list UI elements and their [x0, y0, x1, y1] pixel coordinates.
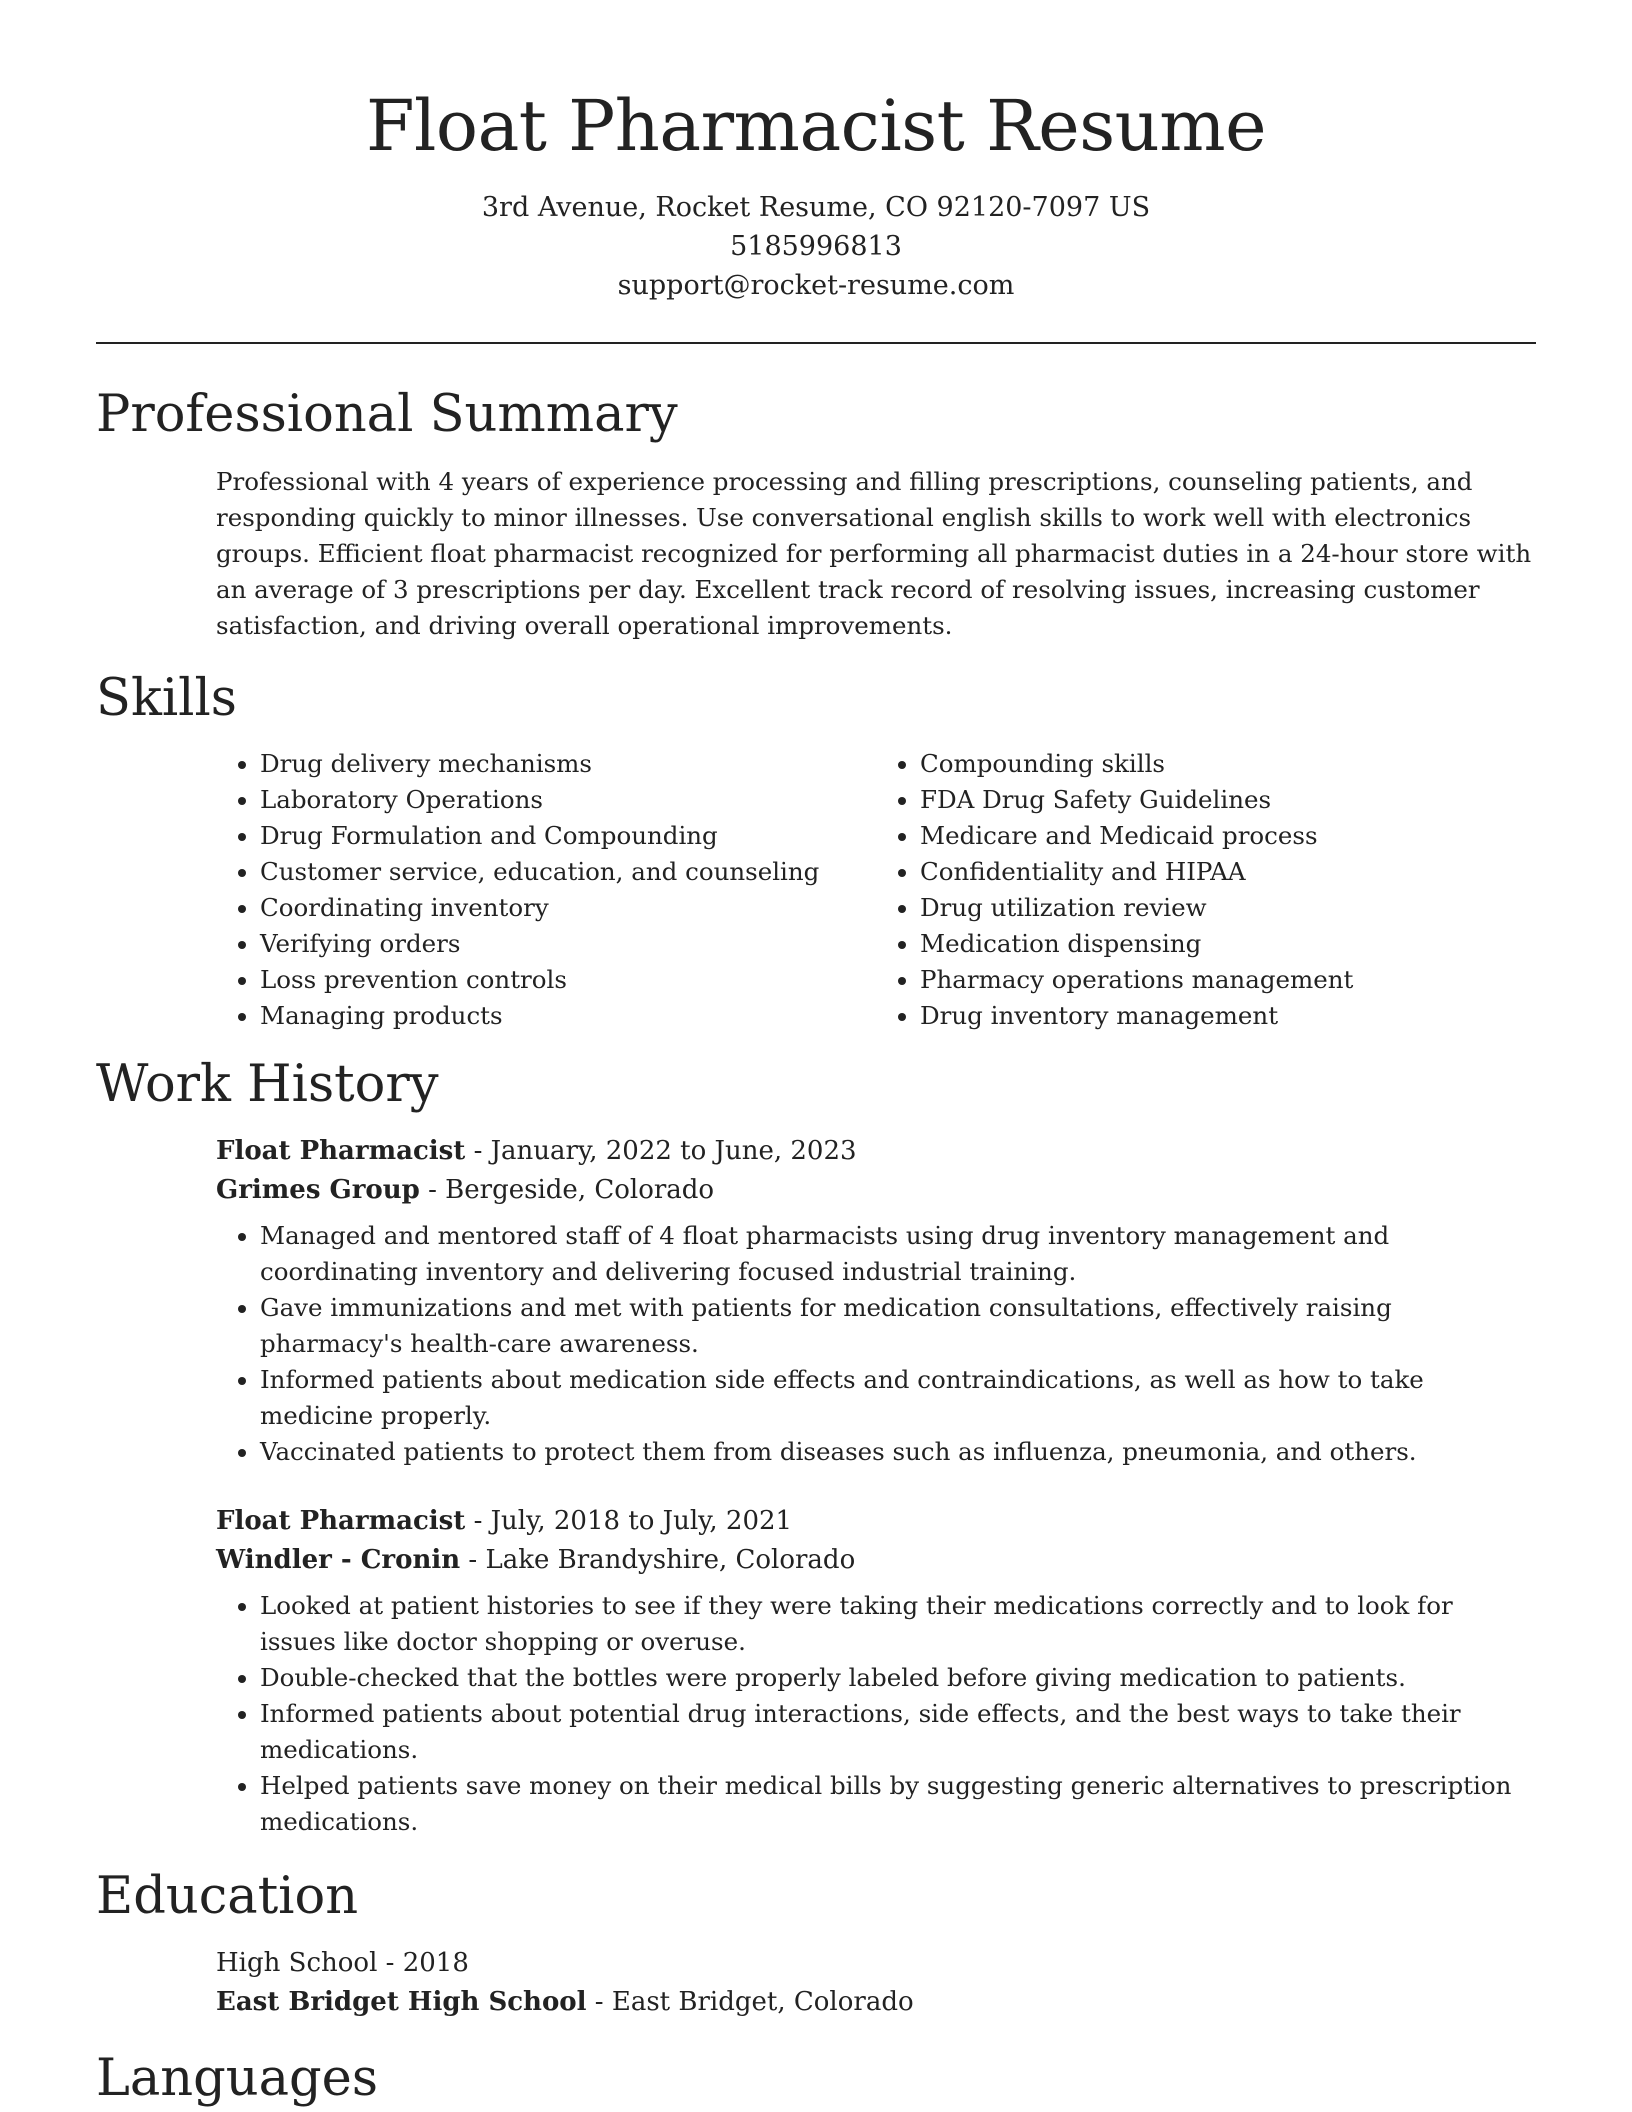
job-bullets [216, 1588, 1536, 1840]
header-divider [96, 342, 1536, 344]
education-degree: High School [216, 1948, 378, 1978]
section-heading-languages: Languages [96, 2049, 379, 2108]
skill-item: • Confidentiality and HIPAA [920, 854, 1536, 890]
job-bullet: • Looked at patient histories to see if they were taking their medications correctly and to look for issues like doctor shopping or overuse. [260, 1588, 1536, 1660]
job-bullets [216, 1218, 1536, 1470]
job-bullet: • Managed and mentored staff of 4 float pharmacists using drug inventory management and coordinating inventory and delivering focused industrial training. [260, 1218, 1536, 1290]
contact-phone: 5185996813 [730, 231, 902, 262]
skill-item: • Drug delivery mechanisms [260, 746, 876, 782]
skill-item: • Customer service, education, and counseling [260, 854, 876, 890]
skill-item: • Coordinating inventory [260, 890, 876, 926]
education-entry [216, 1944, 1536, 2022]
job-title-line [216, 1132, 1536, 1171]
job-location: - Bergeside, Colorado [419, 1175, 715, 1205]
job-dates: - January, 2022 to June, 2023 [465, 1136, 857, 1166]
section-heading-summary: Professional Summary [96, 385, 678, 444]
education-school: East Bridget High School [216, 1987, 587, 2017]
skill-item: • FDA Drug Safety Guidelines [920, 782, 1536, 818]
contact-email: support@rocket-resume.com [617, 270, 1015, 301]
education-degree-line [216, 1944, 1536, 1983]
job-entry [216, 1502, 1536, 1580]
job-entry [216, 1132, 1536, 1210]
education-year: - 2018 [377, 1948, 469, 1978]
job-bullet: • Informed patients about medication side effects and contraindications, as well as how to take medicine properly. [260, 1362, 1536, 1434]
skill-item: • Managing products [260, 998, 876, 1034]
job-bullet: • Informed patients about potential drug interactions, side effects, and the best ways to take their medications. [260, 1696, 1536, 1768]
job-title: Float Pharmacist [216, 1506, 466, 1536]
job-title-line [216, 1502, 1536, 1541]
section-heading-work-history: Work History [96, 1055, 439, 1114]
job-title: Float Pharmacist [216, 1136, 466, 1166]
job-bullet: • Vaccinated patients to protect them from diseases such as influenza, pneumonia, and others. [260, 1434, 1536, 1470]
job-company-line [216, 1171, 1536, 1210]
skills-column-left [216, 746, 876, 1034]
job-bullet: • Double-checked that the bottles were properly labeled before giving medication to patients. [260, 1660, 1536, 1696]
skill-item: • Loss prevention controls [260, 962, 876, 998]
education-location: - East Bridget, Colorado [586, 1987, 914, 2017]
section-heading-education: Education [96, 1867, 359, 1926]
skill-item: • Compounding skills [920, 746, 1536, 782]
section-heading-skills: Skills [96, 669, 237, 728]
job-company: Grimes Group [216, 1175, 420, 1205]
skill-item: • Medication dispensing [920, 926, 1536, 962]
resume-title: Float Pharmacist Resume [365, 85, 1267, 167]
job-company-line [216, 1541, 1536, 1580]
job-location: - Lake Brandyshire, Colorado [460, 1545, 856, 1575]
skill-item: • Verifying orders [260, 926, 876, 962]
contact-block [96, 188, 1536, 305]
job-bullet: • Gave immunizations and met with patients for medication consultations, effectively raising pharmacy's health-care awareness. [260, 1290, 1536, 1362]
skill-item: • Drug inventory management [920, 998, 1536, 1034]
job-dates: - July, 2018 to July, 2021 [465, 1506, 793, 1536]
skills-grid [216, 746, 1536, 1034]
education-school-line [216, 1983, 1536, 2022]
job-company: Windler - Cronin [216, 1545, 461, 1575]
skill-item: • Pharmacy operations management [920, 962, 1536, 998]
skill-item: • Drug utilization review [920, 890, 1536, 926]
job-bullet: • Helped patients save money on their medical bills by suggesting generic alternatives to prescription medications. [260, 1768, 1536, 1840]
skill-item: • Medicare and Medicaid process [920, 818, 1536, 854]
skill-item: • Drug Formulation and Compounding [260, 818, 876, 854]
skill-item: • Laboratory Operations [260, 782, 876, 818]
summary-text: Professional with 4 years of experience processing and filling prescriptions, counseling patients, and responding quickly to minor illnesses. Use conversational english skills to work well with electronics groups. Efficient float pharmacist recognized for performing all pharmacist duties in a 24-hour store with an average of 3 prescriptions per day. Excellent track record of resolving issues, increasing customer satisfaction, and driving overall operational improvements. [216, 467, 1532, 640]
contact-address: 3rd Avenue, Rocket Resume, CO 92120-7097 US [481, 192, 1151, 223]
skills-column-right [876, 746, 1536, 1034]
